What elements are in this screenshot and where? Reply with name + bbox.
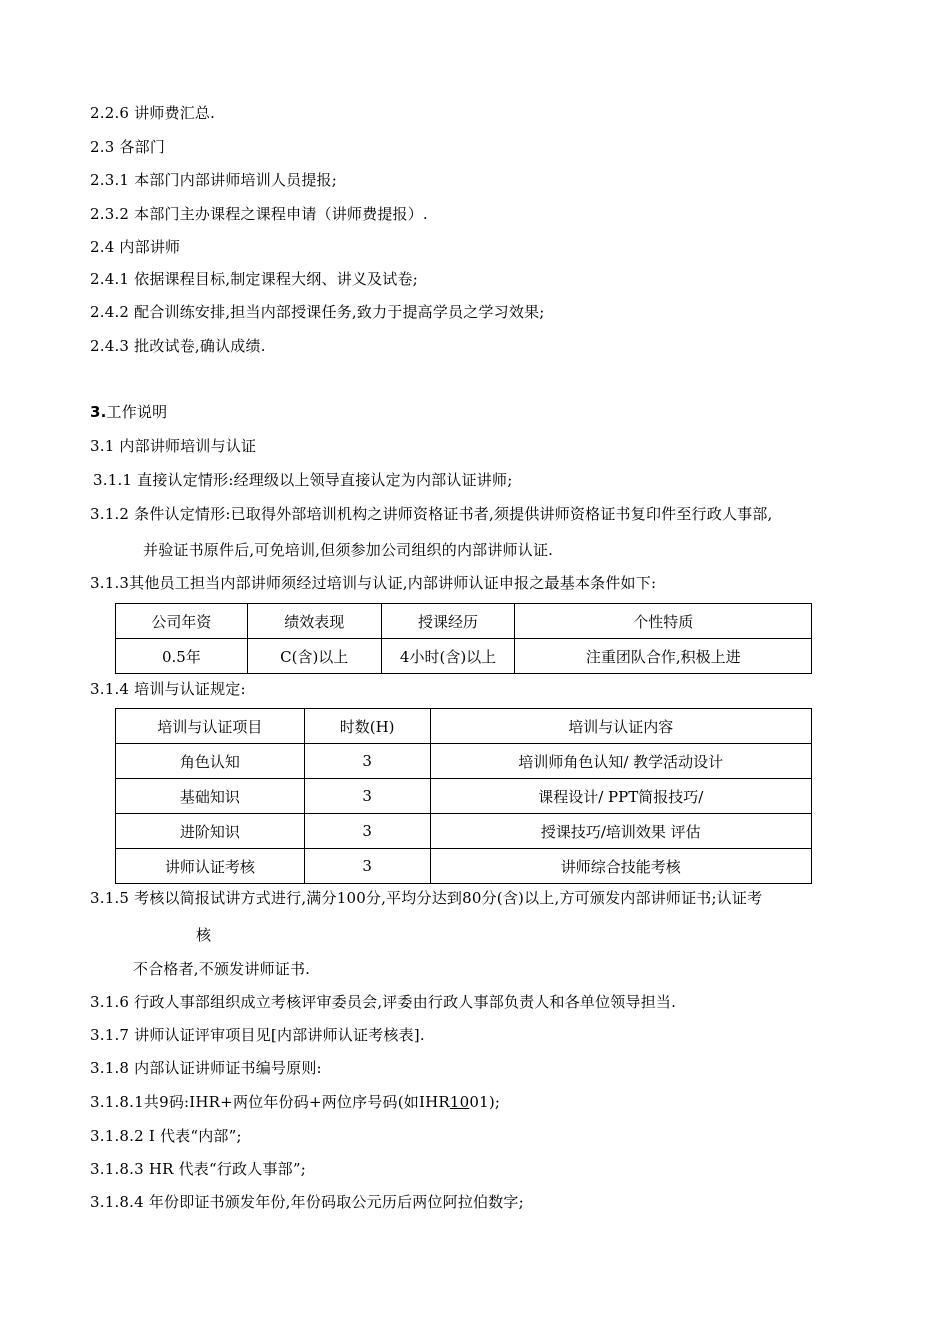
table-cell: 进阶知识 — [116, 814, 305, 849]
table-row — [116, 779, 812, 814]
text-line: 3.1.5 考核以简报试讲方式进行,满分100分,平均分达到80分(含)以上,方可颁发内部讲师证书;认证考 — [90, 889, 763, 907]
table-header-cell: 公司年资 — [116, 604, 248, 639]
text-line: 2.4 内部讲师 — [90, 238, 181, 256]
table-cell: 讲师认证考核 — [116, 849, 305, 884]
table-cell: 角色认知 — [116, 744, 305, 779]
text-line: 3.1.8.2 I 代表“内部”; — [90, 1127, 242, 1145]
table-cell: 4小时(含)以上 — [381, 639, 515, 674]
table-row — [116, 814, 812, 849]
table-cell: 基础知识 — [116, 779, 305, 814]
section-number: 3. — [90, 403, 107, 421]
table-cell: 培训师角色认知/ 教学活动设计 — [430, 744, 811, 779]
text-line: 3.1.8 内部认证讲师证书编号原则: — [90, 1059, 322, 1077]
text-line: 2.3.1 本部门内部讲师培训人员提报; — [90, 171, 337, 189]
text-line: 3.1.3其他员工担当内部讲师须经过培训与认证,内部讲师认证申报之最基本条件如下: — [90, 574, 657, 592]
text-line: 2.4.1 依据课程目标,制定课程大纲、讲义及试卷; — [90, 270, 418, 288]
text-segment: 01); — [469, 1093, 501, 1111]
table-header-cell: 授课经历 — [381, 604, 515, 639]
table-cell: 授课技巧/培训效果 评估 — [430, 814, 811, 849]
text-line: 3.1.4 培训与认证规定: — [90, 680, 246, 698]
table-row — [116, 744, 812, 779]
table-cell: 0.5年 — [116, 639, 248, 674]
table-cell: 3 — [304, 779, 430, 814]
table-header-cell: 时数(H) — [304, 709, 430, 744]
text-line — [90, 1092, 500, 1112]
table-cell: 注重团队合作,积极上进 — [515, 639, 812, 674]
text-line: 3.1.2 条件认定情形:已取得外部培训机构之讲师资格证书者,须提供讲师资格证书复印件至行政人事部, — [90, 505, 773, 523]
table-header-cell: 培训与认证项目 — [116, 709, 305, 744]
table-header-cell: 绩效表现 — [247, 604, 381, 639]
training-table — [115, 708, 812, 884]
text-line: 不合格者,不颁发讲师证书. — [133, 960, 311, 978]
table-cell: 3 — [304, 744, 430, 779]
text-line: 3.1.6 行政人事部组织成立考核评审委员会,评委由行政人事部负责人和各单位领导担当. — [90, 993, 677, 1011]
table-header-cell: 个性特质 — [515, 604, 812, 639]
text-line: 3.1.8.3 HR 代表“行政人事部”; — [90, 1160, 306, 1178]
text-line: 2.4.3 批改试卷,确认成绩. — [90, 337, 266, 355]
text-line: 3.1.7 讲师认证评审项目见[内部讲师认证考核表]. — [90, 1026, 425, 1044]
text-line: 3.1.1 直接认定情形:经理级以上领导直接认定为内部认证讲师; — [93, 471, 513, 489]
table-cell: 课程设计/ PPT简报技巧/ — [430, 779, 811, 814]
table-cell: 讲师综合技能考核 — [430, 849, 811, 884]
table-header-row — [116, 709, 812, 744]
text-line: 并验证书原件后,可免培训,但须参加公司组织的内部讲师认证. — [143, 541, 554, 559]
text-segment: 3.1.8.1共9码:IHR+两位年份码+两位序号码(如IHR — [90, 1093, 450, 1111]
text-line: 2.4.2 配合训练安排,担当内部授课任务,致力于提高学员之学习效果; — [90, 303, 545, 321]
table-header-cell: 培训与认证内容 — [430, 709, 811, 744]
table-cell: 3 — [304, 849, 430, 884]
text-line: 3.1 内部讲师培训与认证 — [90, 437, 257, 455]
table-header-row — [116, 604, 812, 639]
table-row — [116, 849, 812, 884]
table-cell: C(含)以上 — [247, 639, 381, 674]
text-line: 2.3.2 本部门主办课程之课程申请（讲师费提报）. — [90, 205, 428, 223]
text-line: 3.1.8.4 年份即证书颁发年份,年份码取公元历后两位阿拉伯数字; — [90, 1193, 524, 1211]
text-line: 核 — [196, 926, 212, 944]
text-line: 2.2.6 讲师费汇总. — [90, 104, 216, 122]
table-cell: 3 — [304, 814, 430, 849]
section-heading — [90, 402, 167, 422]
requirements-table — [115, 603, 812, 674]
table-row — [116, 639, 812, 674]
underlined-text: 10 — [449, 1093, 470, 1111]
text-line: 2.3 各部门 — [90, 138, 166, 156]
section-title: 工作说明 — [106, 403, 168, 421]
